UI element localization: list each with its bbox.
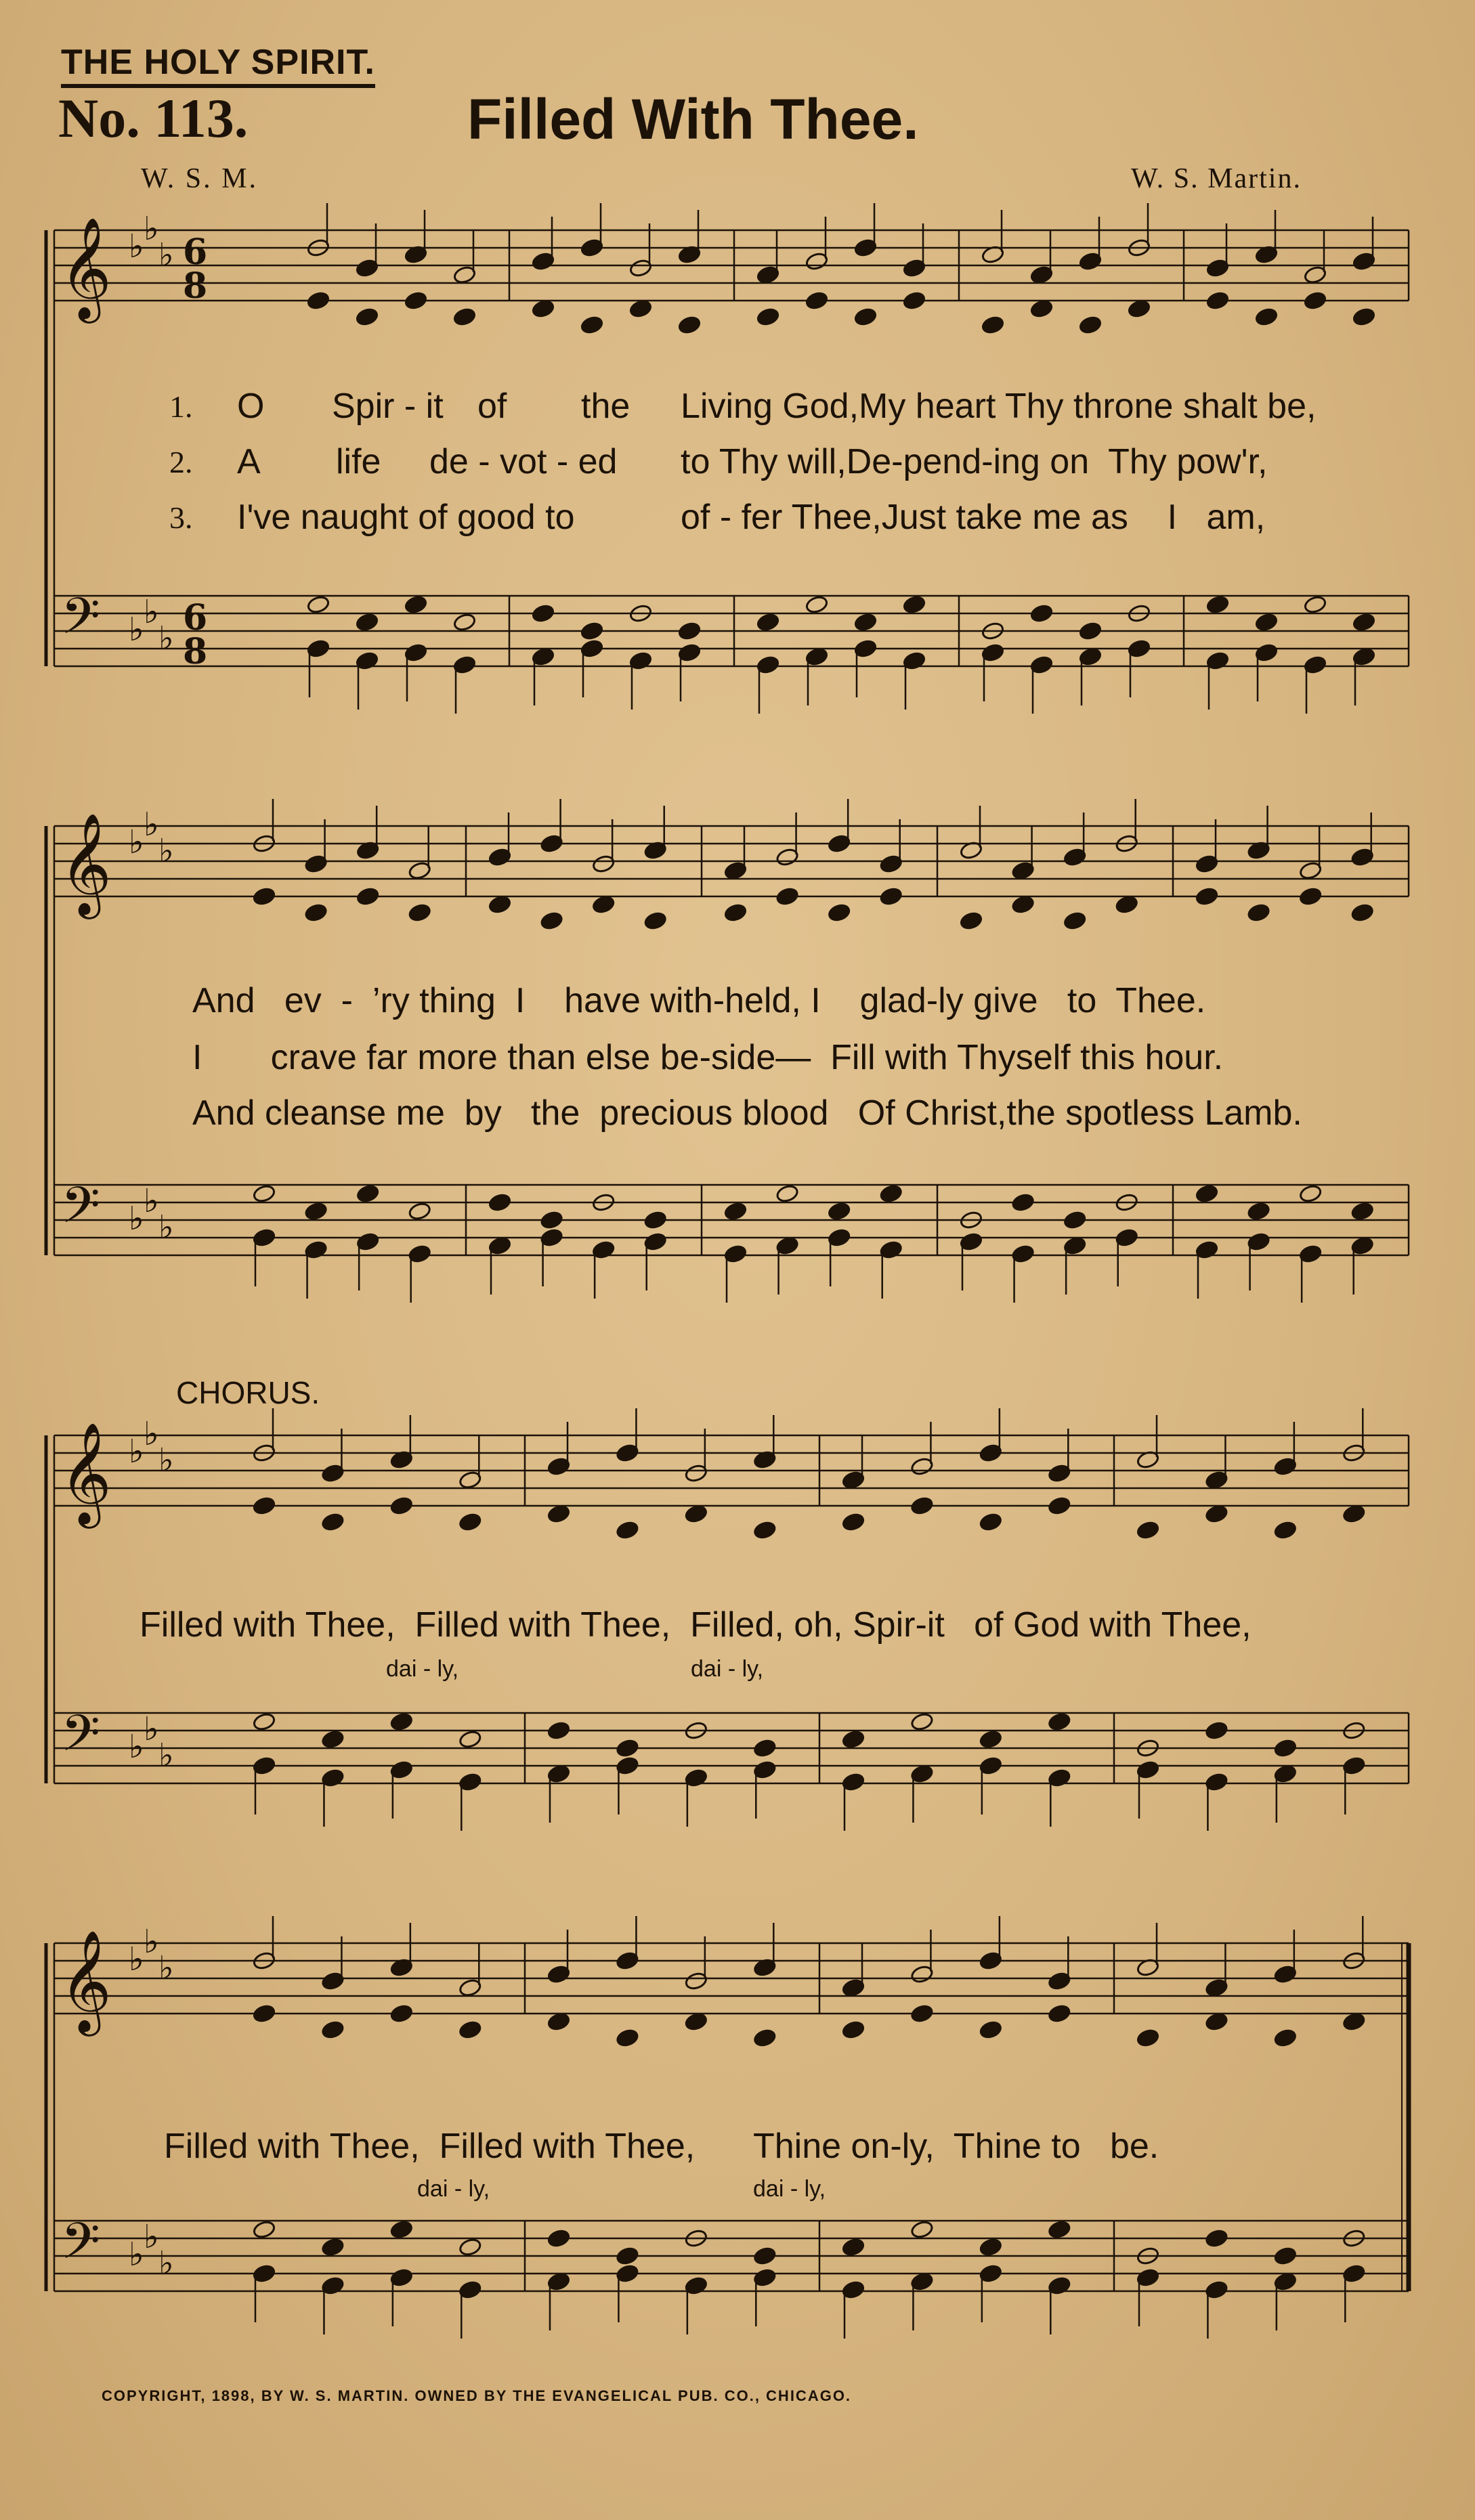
svg-text:♭: ♭ bbox=[144, 2218, 159, 2256]
verse-2-word-3: de - vot - ed bbox=[429, 442, 618, 481]
music-system-3 bbox=[0, 1408, 1475, 1896]
svg-text:8: 8 bbox=[183, 265, 208, 307]
svg-text:𝄢: 𝄢 bbox=[61, 1176, 100, 1247]
svg-text:6: 6 bbox=[183, 232, 208, 273]
verse-2-word-1: A bbox=[237, 442, 261, 481]
verse-3-word-5: of - fer Thee,Just take me as I am, bbox=[681, 498, 1266, 537]
verse-1-word-3: of bbox=[477, 387, 507, 426]
svg-text:♭: ♭ bbox=[129, 227, 144, 265]
bass-staff bbox=[54, 1712, 1409, 1831]
chorus-line-1: Filled with Thee, Filled with Thee, Filled, oh, Spir-it of God with Thee, bbox=[140, 1605, 1252, 1645]
chorus-daily-2: dai - ly, bbox=[691, 1656, 764, 1682]
verse-3-word-1: I've naught of good to bbox=[237, 498, 575, 537]
verse-2-word-5: to Thy will,De-pend-ing on Thy pow'r, bbox=[681, 442, 1268, 481]
svg-text:𝄞: 𝄞 bbox=[60, 812, 112, 915]
svg-text:♭: ♭ bbox=[158, 1209, 174, 1246]
chorus-label: CHORUS. bbox=[176, 1375, 320, 1410]
verse-3-line-2: And cleanse me by the precious blood Of Christ,the spotless Lamb. bbox=[192, 1093, 1302, 1133]
verse-2-line-2: I crave far more than else be-side— Fill with Thyself this hour. bbox=[192, 1038, 1224, 1077]
verse-1-line-2: And ev - ’ry thing I have with-held, I glad-ly give to Thee. bbox=[192, 981, 1206, 1020]
treble-staff bbox=[54, 203, 1409, 335]
svg-text:𝄢: 𝄢 bbox=[61, 587, 100, 658]
svg-text:♭: ♭ bbox=[158, 1949, 174, 1987]
svg-text:♭: ♭ bbox=[129, 823, 144, 861]
treble-staff bbox=[54, 1408, 1409, 1540]
svg-text:♭: ♭ bbox=[144, 210, 159, 248]
svg-text:8: 8 bbox=[183, 631, 208, 672]
svg-text:♭: ♭ bbox=[144, 806, 159, 844]
bass-staff bbox=[54, 1183, 1409, 1303]
verse-1-word-4: the bbox=[581, 387, 630, 426]
svg-text:♭: ♭ bbox=[158, 1737, 174, 1775]
svg-text:6: 6 bbox=[183, 597, 208, 638]
svg-text:♭: ♭ bbox=[158, 620, 174, 657]
treble-staff bbox=[54, 799, 1409, 931]
svg-text:𝄞: 𝄞 bbox=[60, 1421, 112, 1524]
hymn-title: Filled With Thee. bbox=[467, 87, 919, 151]
bass-staff bbox=[54, 2219, 1409, 2339]
svg-text:♭: ♭ bbox=[129, 1200, 144, 1238]
svg-text:𝄢: 𝄢 bbox=[61, 1704, 100, 1775]
verse-1-word-5: Living God,My heart Thy throne shalt be, bbox=[681, 387, 1317, 426]
svg-text:𝄞: 𝄞 bbox=[60, 1929, 112, 2032]
svg-text:♭: ♭ bbox=[144, 1415, 159, 1453]
svg-text:𝄞: 𝄞 bbox=[60, 216, 112, 319]
verse-1-word-1: O bbox=[237, 387, 265, 426]
copyright-notice: COPYRIGHT, 1898, BY W. S. MARTIN. OWNED BY THE EVANGELICAL PUB. CO., CHICAGO. bbox=[102, 2387, 852, 2404]
verse-1-word-2: Spir - it bbox=[332, 387, 444, 426]
bass-staff bbox=[54, 594, 1409, 714]
svg-text:♭: ♭ bbox=[129, 1433, 144, 1471]
verse-number-2: 2. bbox=[169, 445, 193, 479]
svg-text:♭: ♭ bbox=[144, 1923, 159, 1961]
svg-text:♭: ♭ bbox=[129, 2236, 144, 2274]
svg-text:♭: ♭ bbox=[144, 1182, 159, 1220]
svg-text:♭: ♭ bbox=[144, 593, 159, 631]
section-label: THE HOLY SPIRIT. bbox=[61, 42, 375, 88]
svg-text:♭: ♭ bbox=[158, 1441, 174, 1479]
svg-text:♭: ♭ bbox=[158, 832, 174, 870]
verse-number-3: 3. bbox=[169, 500, 193, 535]
chorus-daily-1: dai - ly, bbox=[386, 1656, 459, 1682]
svg-text:♭: ♭ bbox=[144, 1710, 159, 1748]
hymn-number: No. 113. bbox=[58, 87, 249, 149]
svg-text:♭: ♭ bbox=[129, 1728, 144, 1766]
verse-2-word-2: life bbox=[336, 442, 381, 481]
svg-text:♭: ♭ bbox=[129, 1940, 144, 1978]
verse-number-1: 1. bbox=[169, 389, 193, 424]
treble-staff bbox=[54, 1916, 1409, 2048]
music-composer: W. S. Martin. bbox=[1131, 163, 1302, 194]
svg-text:♭: ♭ bbox=[158, 236, 174, 274]
chorus-line-2: Filled with Thee, Filled with Thee, Thine on-ly, Thine to be. bbox=[164, 2127, 1159, 2166]
svg-text:𝄢: 𝄢 bbox=[61, 2212, 100, 2283]
words-author: W. S. M. bbox=[141, 163, 258, 194]
svg-text:♭: ♭ bbox=[158, 2244, 174, 2282]
svg-text:♭: ♭ bbox=[129, 611, 144, 649]
chorus-daily-4: dai - ly, bbox=[753, 2176, 826, 2202]
chorus-daily-3: dai - ly, bbox=[417, 2176, 490, 2202]
